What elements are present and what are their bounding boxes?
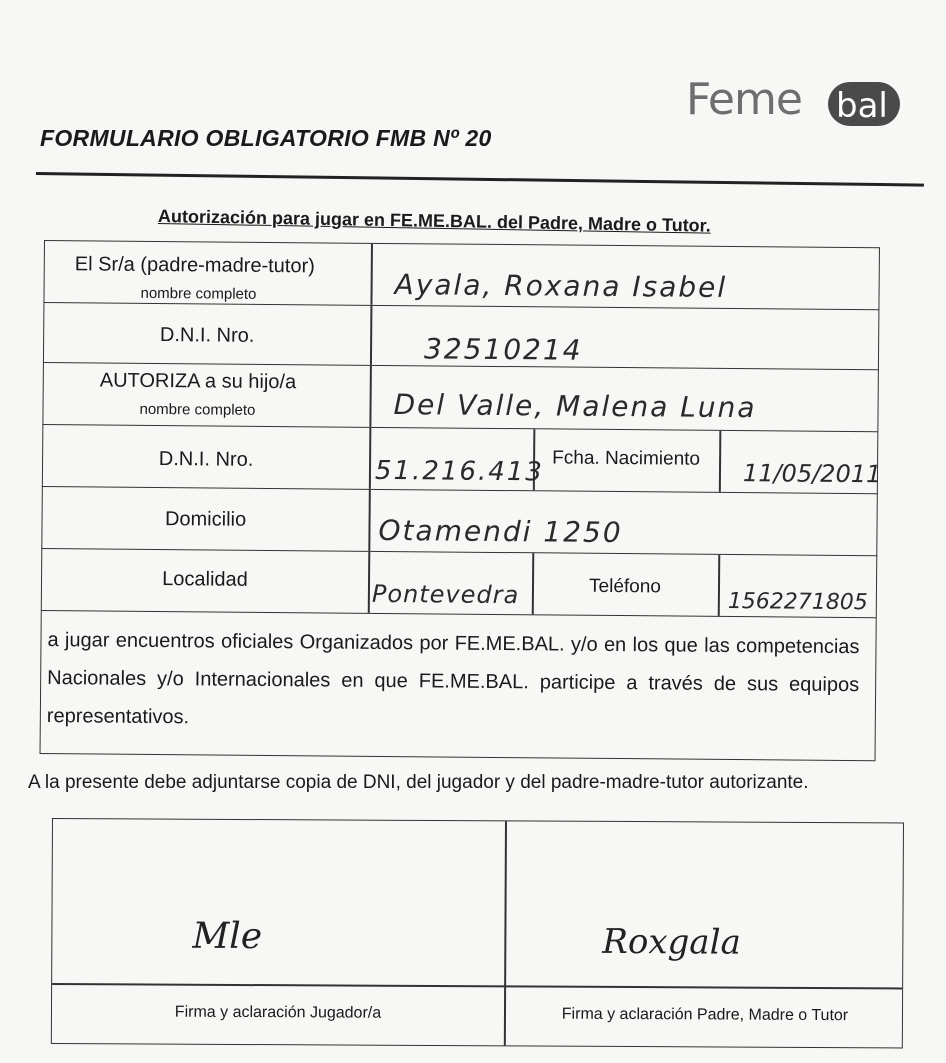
form-subtitle: Autorización para jugar en FE.ME.BAL. del Padre, Madre o Tutor. [157,206,711,236]
parent-signature-caption: Firma y aclaración Padre, Madre o Tutor [561,1005,849,1025]
address-label: Domicilio [164,508,247,531]
player-signature: Mle [192,915,263,958]
parent-name-value[interactable]: Ayala, Roxana Isabel [394,268,728,304]
child-full-name-label: nombre completo [139,400,256,419]
locality-row [41,548,878,617]
parent-dni-value[interactable]: 32510214 [423,332,583,367]
locality-value[interactable]: Pontevedra [371,579,520,610]
birth-date-value[interactable]: 11/05/2011 [742,459,882,489]
authorization-paragraph: a jugar encuentros oficiales Organizados por FE.ME.BAL. y/o en los que las competencias Nacionales y/o Internacionales en que FE.ME.BAL. participe a través de sus equipos representativos. [46,629,860,729]
phone-label: Teléfono [588,575,662,598]
parent-dni-row [43,302,879,369]
autoriza-label: AUTORIZA a su hijo/a [99,369,297,394]
title-rule [36,172,924,187]
logo-text: Feme [686,74,802,125]
birth-date-label: Fcha. Nacimiento [552,447,701,470]
parent-full-name-label: nombre completo [140,284,257,303]
address-value[interactable]: Otamendi 1250 [378,513,623,550]
authorization-table [40,240,880,761]
child-dni-value[interactable]: 51.216.413 [374,455,544,488]
parent-dni-label: D.N.I. Nro. [159,324,255,347]
femebal-logo [686,74,916,134]
authorization-text-row [40,610,877,761]
child-dni-label: D.N.I. Nro. [158,448,254,471]
signature-table [51,818,904,1048]
parent-name-row [43,240,880,309]
child-dni-row [42,424,882,493]
child-name-value[interactable]: Del Valle, Malena Luna [393,388,757,425]
form-title: FORMULARIO OBLIGATORIO FMB Nº 20 [40,125,492,151]
parent-label: El Sr/a (padre-madre-tutor) [74,253,315,278]
player-signature-caption: Firma y aclaración Jugador/a [174,1003,382,1022]
phone-value[interactable]: 1562271805 [727,588,868,616]
child-name-row [42,362,879,431]
address-row [41,486,878,555]
locality-label: Localidad [162,568,248,591]
logo-pill-text: bal [836,86,888,126]
logo-pill [828,82,900,126]
parent-signature: Roxgala [602,921,741,963]
attachment-note: A la presente debe adjuntarse copia de DNI, del jugador y del padre-madre-tutor autorizante. [28,772,809,793]
